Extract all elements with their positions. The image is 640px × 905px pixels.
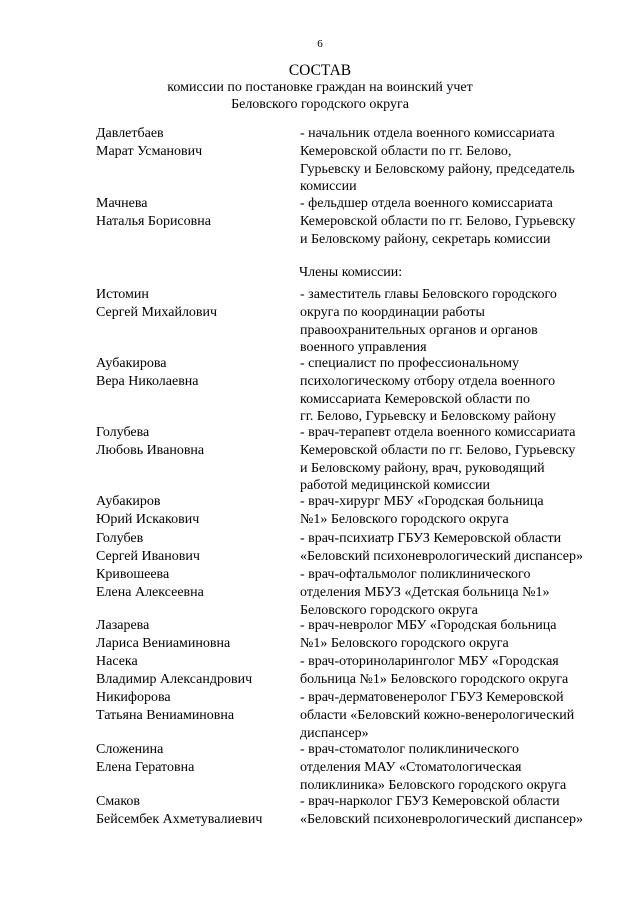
surname: Голубев [96, 531, 144, 546]
given-names: Сергей Михайлович [96, 304, 218, 320]
role-line: Беловского городского округа [300, 602, 478, 618]
role-line: «Беловский психоневрологический диспансер» [300, 548, 584, 564]
role-line: военного управления [300, 340, 427, 356]
surname: Лазарева [96, 618, 150, 633]
role-line: гг. Белово, Гурьевску и Беловскому району [300, 409, 557, 425]
surname: Голубева [96, 425, 150, 440]
person-name [96, 566, 296, 602]
role-line: №1» Беловского городского округа [300, 511, 509, 527]
person-role [300, 355, 620, 426]
document-subtitle [0, 79, 640, 113]
surname: Насека [96, 654, 138, 669]
given-names: Лариса Вениаминовна [96, 635, 231, 651]
role-line: - специалист по профессиональному [300, 356, 520, 371]
given-names: Владимир Александрович [96, 671, 253, 687]
person-name [96, 530, 296, 566]
surname: Мачнева [96, 196, 148, 211]
surname: Никифорова [96, 690, 171, 705]
person-role [300, 566, 620, 619]
subtitle-line: Беловского городского округа [231, 97, 409, 112]
role-line: - врач-оториноларинголог МБУ «Городская [300, 654, 559, 669]
role-line: области «Беловский кожно-венерологический [300, 707, 575, 723]
surname: Истомин [96, 287, 149, 302]
role-line: - врач-психиатр ГБУЗ Кемеровской области [300, 531, 562, 546]
role-line: и Беловскому району, врач, руководящий [300, 460, 545, 476]
person-name [96, 286, 296, 322]
person-name [96, 424, 296, 460]
surname: Кривошеева [96, 567, 170, 582]
surname: Сложенина [96, 742, 164, 757]
role-line: - фельдшер отдела военного комиссариата [300, 196, 553, 211]
role-line: - врач-дерматовенеролог ГБУЗ Кемеровской [300, 690, 564, 705]
surname: Давлетбаев [96, 126, 164, 141]
role-line: - заместитель главы Беловского городского [300, 287, 557, 302]
person-name [96, 653, 296, 689]
given-names: Наталья Борисовна [96, 213, 211, 229]
role-line: округа по координации работы [300, 304, 485, 320]
role-line: психологическому отбору отдела военного [300, 373, 556, 389]
role-line: работой медицинской комиссии [300, 478, 490, 494]
role-line: комиссии [300, 179, 357, 195]
role-line: отделения МБУЗ «Детская больница №1» [300, 584, 550, 600]
role-line: комиссариата Кемеровской области по [300, 391, 531, 407]
role-line: Кемеровской области по гг. Белово, Гурьевску [300, 213, 576, 229]
person-name [96, 617, 296, 653]
role-line: и Беловскому району, секретарь комиссии [300, 231, 551, 247]
role-line: - врач-терапевт отдела военного комиссариата [300, 425, 576, 440]
person-name [96, 195, 296, 231]
members-heading: Члены комиссии: [299, 265, 403, 280]
given-names: Юрий Искакович [96, 511, 200, 527]
role-line: Кемеровской области по гг. Белово, [300, 143, 512, 159]
role-line: больница №1» Беловского городского округа [300, 671, 569, 687]
person-role [300, 689, 620, 742]
person-name [96, 741, 296, 777]
person-name [96, 355, 296, 391]
surname: Смаков [96, 794, 141, 809]
person-role [300, 793, 620, 829]
role-line: - врач-хирург МБУ «Городская больница [300, 494, 544, 509]
person-name [96, 125, 296, 161]
role-line: поликлиника» Беловского городского округа [300, 777, 567, 793]
role-line: диспансер» [300, 725, 369, 741]
given-names: Елена Гератовна [96, 759, 195, 775]
subtitle-line: комиссии по постановке граждан на воинский учет [167, 80, 473, 95]
surname: Аубакиров [96, 494, 161, 509]
document-title: СОСТАВ [288, 62, 352, 79]
role-line: правоохранительных органов и органов [300, 322, 538, 338]
role-line: - врач-стоматолог поликлинического [300, 742, 519, 757]
person-name [96, 793, 296, 829]
given-names: Марат Усманович [96, 143, 203, 159]
role-line: Гурьевску и Беловскому району, председатель [300, 161, 575, 177]
person-role [300, 530, 620, 566]
given-names: Татьяна Вениаминовна [96, 707, 235, 723]
given-names: Любовь Ивановна [96, 442, 205, 458]
person-role [300, 653, 620, 689]
surname: Аубакирова [96, 356, 167, 371]
person-name [96, 689, 296, 725]
given-names: Вера Николаевна [96, 373, 199, 389]
person-role [300, 617, 620, 653]
role-line: «Беловский психоневрологический диспансер» [300, 811, 584, 827]
page-number: 6 [317, 38, 323, 50]
person-role [300, 195, 620, 248]
role-line: - врач-нарколог ГБУЗ Кемеровской области [300, 794, 560, 809]
role-line: - врач-офтальмолог поликлинического [300, 567, 531, 582]
given-names: Сергей Иванович [96, 548, 200, 564]
role-line: отделения МАУ «Стоматологическая [300, 759, 522, 775]
person-role [300, 741, 620, 794]
role-line: - врач-невролог МБУ «Городская больница [300, 618, 557, 633]
given-names: Елена Алексеевна [96, 584, 204, 600]
person-role [300, 125, 620, 196]
given-names: Бейсембек Ахметувалиевич [96, 811, 263, 827]
person-name [96, 493, 296, 529]
person-role [300, 424, 620, 495]
role-line: Кемеровской области по гг. Белово, Гурьевску [300, 442, 576, 458]
person-role [300, 493, 620, 529]
person-role [300, 286, 620, 357]
role-line: №1» Беловского городского округа [300, 635, 509, 651]
role-line: - начальник отдела военного комиссариата [300, 126, 555, 141]
